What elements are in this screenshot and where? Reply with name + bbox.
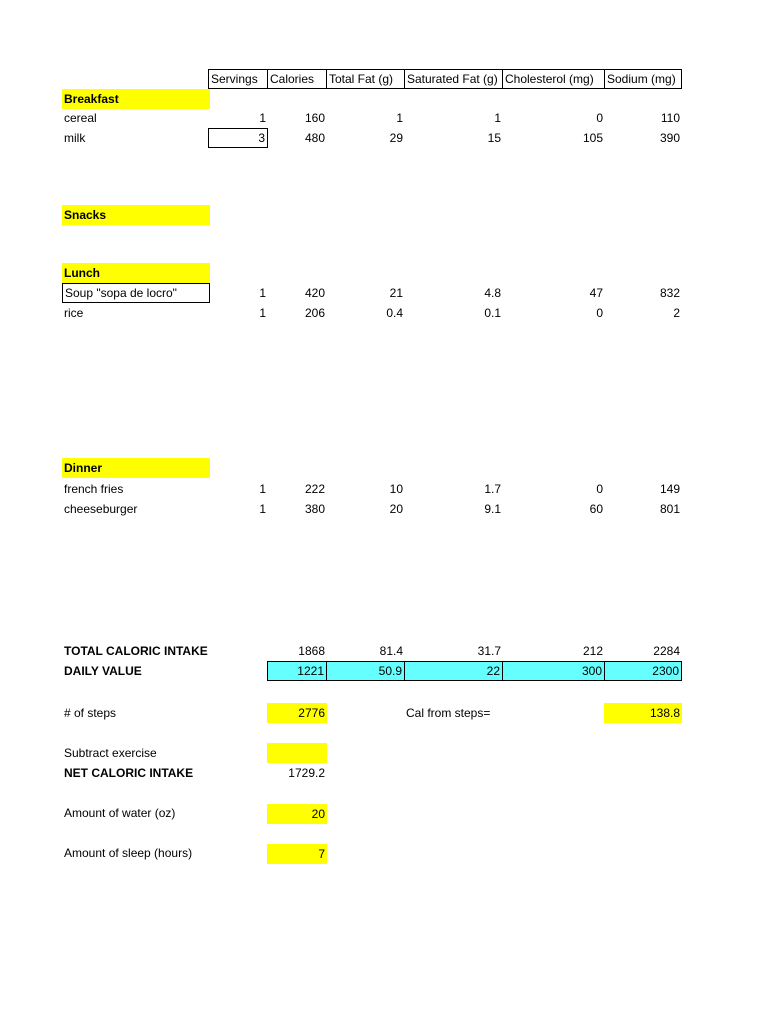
row-fries-name[interactable]: french fries bbox=[64, 482, 124, 496]
total-sat[interactable]: 31.7 bbox=[477, 644, 501, 658]
row-cheeseburger-sodium[interactable]: 801 bbox=[659, 502, 680, 516]
row-milk-calories[interactable]: 480 bbox=[304, 131, 325, 145]
row-soup-sat[interactable]: 4.8 bbox=[484, 286, 501, 300]
row-rice-sodium[interactable]: 2 bbox=[673, 306, 680, 320]
sleep-label[interactable]: Amount of sleep (hours) bbox=[64, 846, 193, 860]
total-calories[interactable]: 1868 bbox=[298, 644, 325, 658]
header-servings[interactable]: Servings bbox=[208, 69, 268, 89]
row-rice-fat[interactable]: 0.4 bbox=[386, 306, 403, 320]
row-rice-name[interactable]: rice bbox=[64, 306, 84, 320]
row-cereal-chol[interactable]: 0 bbox=[596, 111, 603, 125]
header-total-fat[interactable]: Total Fat (g) bbox=[326, 69, 405, 89]
row-fries-fat[interactable]: 10 bbox=[389, 482, 403, 496]
net-caloric-intake-value[interactable]: 1729.2 bbox=[288, 766, 325, 780]
daily-fat[interactable]: 50.9 bbox=[326, 661, 405, 681]
section-dinner[interactable]: Dinner bbox=[62, 458, 210, 478]
row-fries-calories[interactable]: 222 bbox=[304, 482, 325, 496]
row-milk-fat[interactable]: 29 bbox=[389, 131, 403, 145]
section-lunch[interactable]: Lunch bbox=[62, 263, 210, 283]
header-calories[interactable]: Calories bbox=[267, 69, 327, 89]
daily-value-label[interactable]: DAILY VALUE bbox=[64, 664, 142, 678]
header-saturated-fat[interactable]: Saturated Fat (g) bbox=[404, 69, 503, 89]
row-fries-servings[interactable]: 1 bbox=[259, 482, 266, 496]
subtract-exercise-label[interactable]: Subtract exercise bbox=[64, 746, 157, 760]
row-cheeseburger-chol[interactable]: 60 bbox=[589, 502, 603, 516]
section-snacks[interactable]: Snacks bbox=[62, 205, 210, 225]
row-milk-servings-selected[interactable]: 3 bbox=[208, 128, 268, 148]
row-cereal-sodium[interactable]: 110 bbox=[660, 111, 680, 125]
header-sodium[interactable]: Sodium (mg) bbox=[604, 69, 682, 89]
row-soup-chol[interactable]: 47 bbox=[589, 286, 603, 300]
steps-label[interactable]: # of steps bbox=[64, 706, 117, 720]
row-soup-calories[interactable]: 420 bbox=[304, 286, 325, 300]
total-caloric-intake-label[interactable]: TOTAL CALORIC INTAKE bbox=[64, 644, 208, 658]
water-label[interactable]: Amount of water (oz) bbox=[64, 806, 176, 820]
row-cheeseburger-fat[interactable]: 20 bbox=[389, 502, 403, 516]
row-cheeseburger-servings[interactable]: 1 bbox=[259, 502, 266, 516]
row-cheeseburger-sat[interactable]: 9.1 bbox=[484, 502, 501, 516]
row-cereal-servings[interactable]: 1 bbox=[259, 111, 266, 125]
daily-sat[interactable]: 22 bbox=[404, 661, 503, 681]
daily-sodium[interactable]: 2300 bbox=[604, 661, 682, 681]
row-soup-fat[interactable]: 21 bbox=[389, 286, 403, 300]
row-cereal-sat[interactable]: 1 bbox=[494, 111, 501, 125]
row-fries-chol[interactable]: 0 bbox=[596, 482, 603, 496]
row-milk-sat[interactable]: 15 bbox=[487, 131, 501, 145]
total-fat[interactable]: 81.4 bbox=[379, 644, 403, 658]
daily-calories[interactable]: 1221 bbox=[267, 661, 327, 681]
steps-input[interactable]: 2776 bbox=[267, 703, 327, 723]
total-chol[interactable]: 212 bbox=[582, 644, 603, 658]
row-fries-sat[interactable]: 1.7 bbox=[484, 482, 501, 496]
row-fries-sodium[interactable]: 149 bbox=[659, 482, 680, 496]
sleep-input[interactable]: 7 bbox=[267, 844, 327, 864]
row-soup-sodium[interactable]: 832 bbox=[659, 286, 680, 300]
row-milk-sodium[interactable]: 390 bbox=[659, 131, 680, 145]
row-cereal-calories[interactable]: 160 bbox=[304, 111, 325, 125]
row-rice-chol[interactable]: 0 bbox=[596, 306, 603, 320]
row-cereal-fat[interactable]: 1 bbox=[396, 111, 403, 125]
water-input[interactable]: 20 bbox=[267, 804, 327, 824]
cal-from-steps-label[interactable]: Cal from steps= bbox=[406, 706, 491, 720]
row-rice-calories[interactable]: 206 bbox=[304, 306, 325, 320]
row-milk-chol[interactable]: 105 bbox=[582, 131, 603, 145]
row-rice-servings[interactable]: 1 bbox=[259, 306, 266, 320]
net-caloric-intake-label[interactable]: NET CALORIC INTAKE bbox=[64, 766, 194, 780]
row-soup-servings[interactable]: 1 bbox=[259, 286, 266, 300]
header-cholesterol[interactable]: Cholesterol (mg) bbox=[502, 69, 605, 89]
row-soup-name-selected[interactable]: Soup "sopa de locro" bbox=[62, 283, 210, 303]
daily-chol[interactable]: 300 bbox=[502, 661, 605, 681]
row-cheeseburger-calories[interactable]: 380 bbox=[304, 502, 325, 516]
total-sodium[interactable]: 2284 bbox=[653, 644, 680, 658]
row-cheeseburger-name[interactable]: cheeseburger bbox=[64, 502, 138, 516]
cal-from-steps-value[interactable]: 138.8 bbox=[604, 703, 682, 723]
section-breakfast[interactable]: Breakfast bbox=[62, 89, 210, 109]
row-cereal-name[interactable]: cereal bbox=[64, 111, 97, 125]
row-milk-name[interactable]: milk bbox=[64, 131, 86, 145]
row-rice-sat[interactable]: 0.1 bbox=[484, 306, 501, 320]
subtract-exercise-input[interactable] bbox=[267, 743, 327, 763]
